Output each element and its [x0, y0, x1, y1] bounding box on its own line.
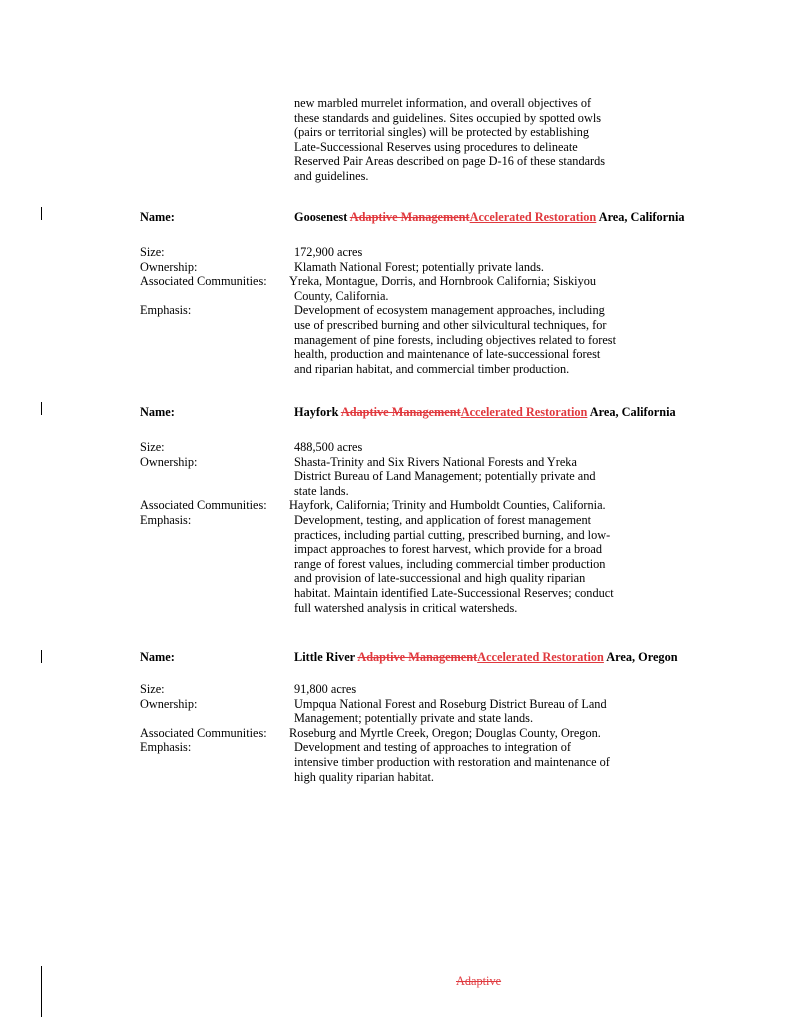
area-name-prefix: Goosenest — [294, 210, 348, 224]
area-name-suffix: Area, California — [598, 210, 685, 224]
deleted-text: Adaptive Management — [349, 210, 470, 224]
change-bar — [41, 207, 42, 220]
intro-paragraph — [294, 96, 674, 184]
emphasis-label: Emphasis: — [140, 740, 192, 755]
emphasis-value: range of forest values, including commercial timber production — [294, 556, 606, 571]
size-value: 172,900 acres — [294, 245, 363, 259]
ownership-value: Management; potentially private and state lands. — [294, 711, 534, 726]
area-name-suffix: Area, Oregon — [606, 650, 678, 664]
area-name-prefix: Hayfork — [294, 405, 339, 419]
inserted-text: Accelerated Restoration — [460, 405, 588, 419]
ownership-label: Ownership: — [140, 454, 198, 469]
area-title — [294, 650, 678, 665]
emphasis-value: and provision of late-successional and high quality riparian — [294, 571, 586, 586]
ownership-value: Klamath National Forest; potentially private lands. — [294, 259, 544, 274]
ownership-value: District Bureau of Land Management; potentially private and — [294, 469, 596, 484]
associated-label: Associated Communities: — [140, 274, 267, 289]
change-bar — [41, 966, 42, 1017]
size-field — [140, 440, 740, 455]
change-bar — [41, 650, 42, 663]
associated-value: Roseburg and Myrtle Creek, Oregon; Douglas County, Oregon. — [289, 725, 601, 740]
emphasis-value: management of pine forests, including objectives related to forest — [294, 332, 617, 347]
size-value: 91,800 acres — [294, 682, 357, 696]
change-bar — [41, 402, 42, 415]
emphasis-value: impact approaches to forest harvest, which provide for a broad — [294, 542, 602, 557]
area-name-suffix: Area, California — [589, 405, 676, 419]
ownership-value: Umpqua National Forest and Roseburg District Bureau of Land — [294, 696, 607, 711]
size-label: Size: — [140, 440, 165, 454]
inserted-text: Accelerated Restoration — [469, 210, 597, 224]
area-title — [294, 405, 676, 420]
intro-line: Reserved Pair Areas described on page D-16 of these standards — [294, 154, 606, 169]
emphasis-field — [140, 513, 740, 615]
emphasis-value: full watershed analysis in critical watersheds. — [294, 600, 518, 615]
emphasis-value: Development and testing of approaches to integration of — [294, 740, 571, 755]
ownership-value: Shasta-Trinity and Six Rivers National Forests and Yreka — [294, 454, 577, 469]
emphasis-value: high quality riparian habitat. — [294, 769, 435, 784]
footer-deleted-text: Adaptive — [456, 974, 502, 988]
intro-line: Late-Successional Reserves using procedures to delineate — [294, 139, 578, 154]
ownership-value: state lands. — [294, 483, 349, 498]
name-label: Name: — [140, 210, 175, 224]
area-details-goosenest — [140, 245, 740, 376]
intro-line: these standards and guidelines. Sites occupied by spotted owls — [294, 110, 602, 125]
name-label: Name: — [140, 405, 175, 419]
deleted-text: Adaptive Management — [340, 405, 461, 419]
ownership-field — [140, 455, 740, 499]
emphasis-label: Emphasis: — [140, 512, 192, 527]
size-field — [140, 245, 740, 260]
area-details-hayfork — [140, 440, 740, 615]
emphasis-value: health, production and maintenance of late-successional forest — [294, 347, 601, 362]
emphasis-value: Development of ecosystem management approaches, including — [294, 303, 605, 318]
intro-line: and guidelines. — [294, 168, 369, 183]
emphasis-value: use of prescribed burning and other silvicultural techniques, for — [294, 317, 607, 332]
emphasis-value: and riparian habitat, and commercial timber production. — [294, 361, 570, 376]
intro-line: new marbled murrelet information, and overall objectives of — [294, 96, 592, 110]
ownership-label: Ownership: — [140, 696, 198, 711]
associated-communities-field — [140, 726, 740, 741]
associated-value: Hayfork, California; Trinity and Humboldt Counties, California. — [289, 498, 606, 513]
ownership-label: Ownership: — [140, 259, 198, 274]
intro-line: (pairs or territorial singles) will be protected by establishing — [294, 125, 590, 140]
associated-label: Associated Communities: — [140, 725, 267, 740]
deleted-text: Adaptive Management — [357, 650, 478, 664]
area-details-little-river — [140, 682, 740, 784]
emphasis-field — [140, 303, 740, 376]
name-label: Name: — [140, 650, 175, 664]
associated-value: County, California. — [294, 288, 389, 303]
inserted-text: Accelerated Restoration — [477, 650, 604, 664]
emphasis-field — [140, 740, 740, 784]
emphasis-label: Emphasis: — [140, 303, 192, 318]
associated-value: Yreka, Montague, Dorris, and Hornbrook California; Siskiyou — [289, 274, 597, 289]
associated-label: Associated Communities: — [140, 498, 267, 513]
emphasis-value: practices, including partial cutting, prescribed burning, and low- — [294, 527, 611, 542]
ownership-field — [140, 697, 740, 726]
size-label: Size: — [140, 682, 165, 696]
size-value: 488,500 acres — [294, 440, 363, 454]
size-label: Size: — [140, 245, 165, 259]
area-name-prefix: Little River — [294, 650, 355, 664]
associated-communities-field — [140, 498, 740, 513]
emphasis-value: habitat. Maintain identified Late-Successional Reserves; conduct — [294, 585, 614, 600]
associated-communities-field — [140, 274, 740, 303]
ownership-field — [140, 260, 740, 275]
area-title — [294, 210, 685, 225]
emphasis-value: Development, testing, and application of forest management — [294, 512, 592, 527]
size-field — [140, 682, 740, 697]
emphasis-value: intensive timber production with restoration and maintenance of — [294, 754, 610, 769]
